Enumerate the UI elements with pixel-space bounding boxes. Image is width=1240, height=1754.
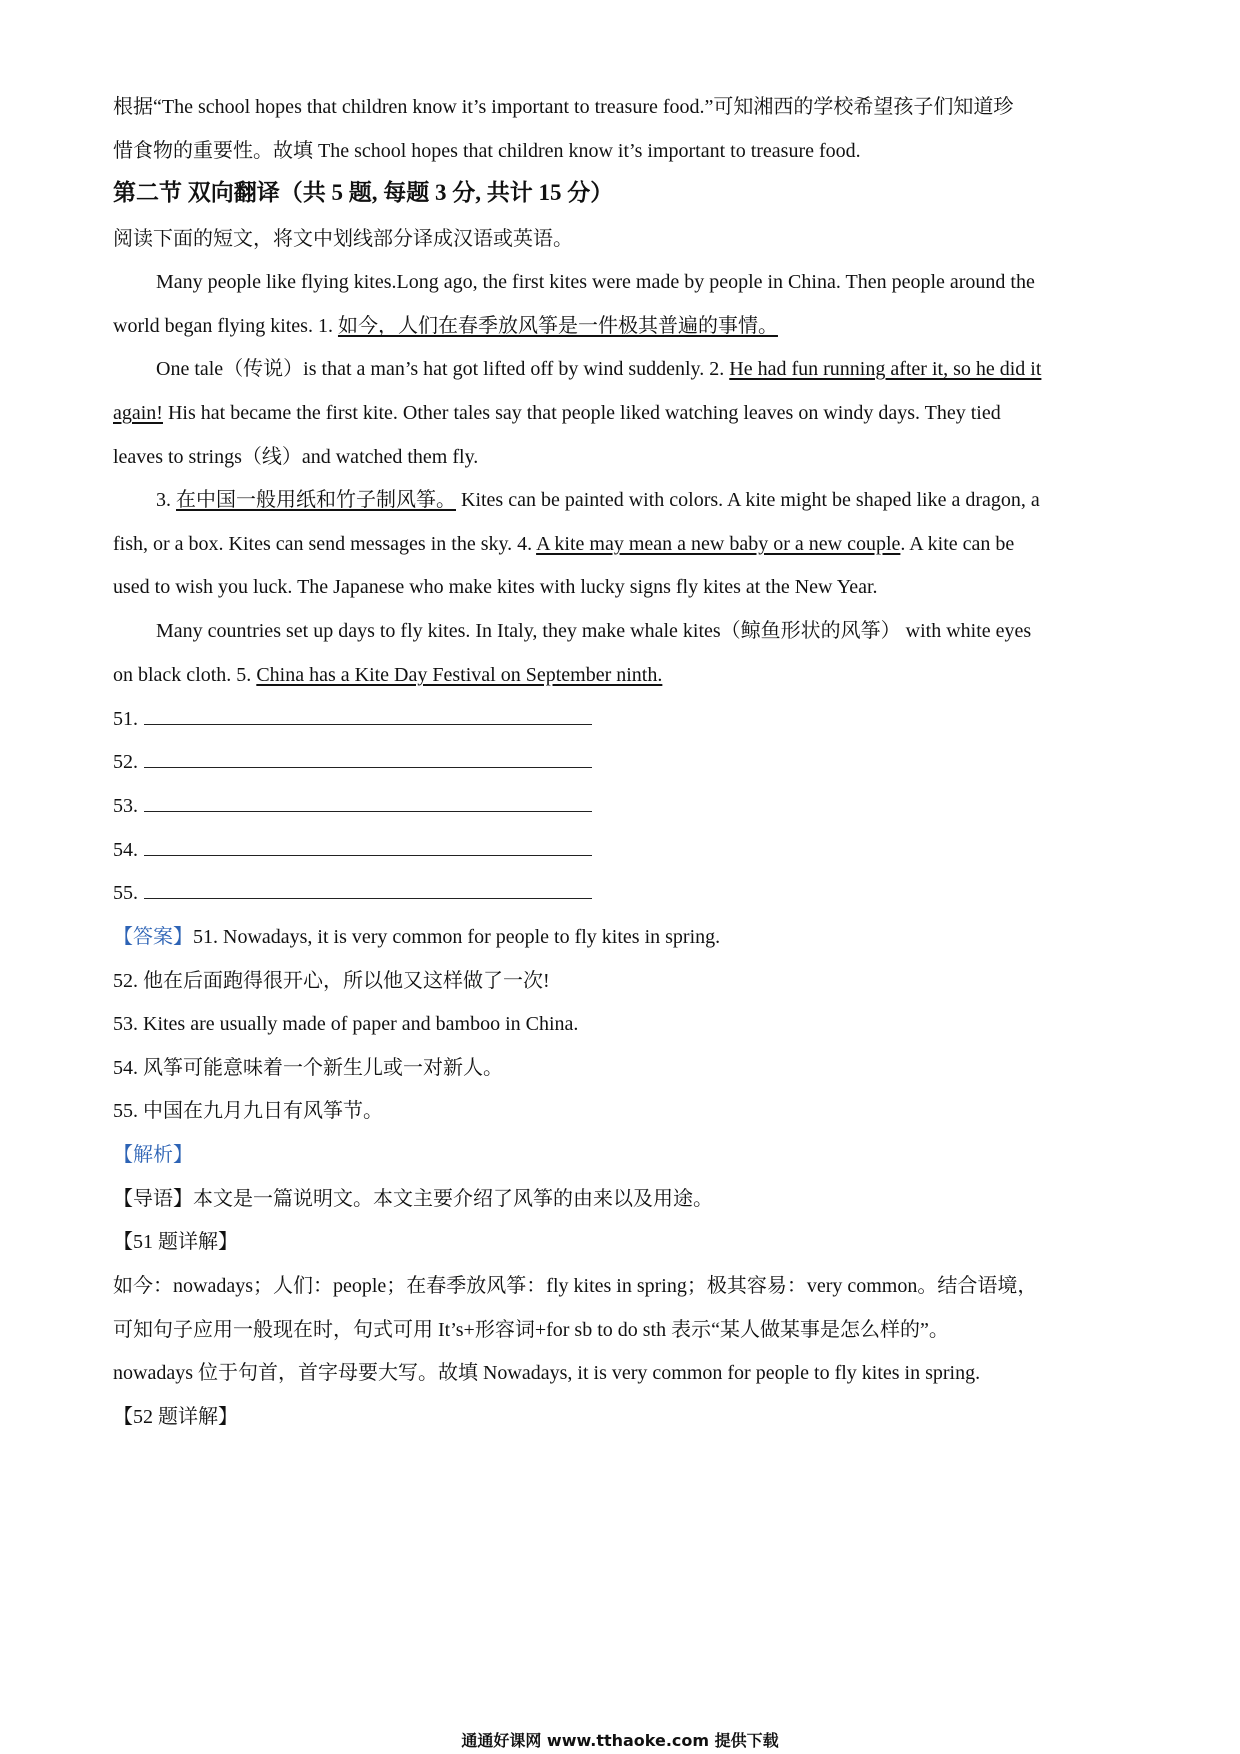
underlined-sentence-5: China has a Kite Day Festival on September ninth. [256, 664, 663, 686]
detail-heading-51: 【51 题详解】 [113, 1231, 238, 1253]
underlined-sentence-4: A kite may mean a new baby or a new couple [536, 533, 901, 555]
blank-number: 53. [113, 795, 138, 817]
answer-blank[interactable] [144, 880, 592, 899]
answer-line [113, 923, 1133, 951]
analysis-tag-line [113, 1141, 1133, 1169]
passage-text: world began flying kites. 1. [113, 315, 338, 337]
analysis-line [113, 1272, 1133, 1300]
passage-line [113, 399, 1133, 427]
analysis-line [113, 1359, 1133, 1387]
underlined-sentence-1: 如今，人们在春季放风筝是一件极其普遍的事情。 [337, 315, 778, 337]
blank-number: 52. [113, 751, 138, 773]
passage-text: 3. [156, 489, 176, 511]
analysis-line [113, 1185, 1133, 1213]
analysis-line [113, 1403, 1133, 1431]
analysis-tag: 【解析】 [113, 1144, 193, 1166]
passage-line [113, 661, 1133, 689]
answer-blank-line [113, 748, 1133, 776]
passage-line [113, 312, 1133, 340]
passage-text: Many people like flying kites.Long ago, the first kites were made by people in China. Then people around the [156, 271, 1035, 293]
analysis-intro: 【导语】本文是一篇说明文。本文主要介绍了风筝的由来以及用途。 [113, 1188, 713, 1210]
analysis-line [113, 1316, 1133, 1344]
underlined-sentence-3: 在中国一般用纸和竹子制风筝。 [176, 489, 456, 511]
passage-text: on black cloth. 5. [113, 664, 257, 686]
answer-line [113, 1010, 1133, 1038]
passage-line [113, 573, 1133, 601]
answer-blank-line [113, 792, 1133, 820]
passage-line [156, 355, 1176, 383]
passage-text: . A kite can be [900, 533, 1015, 555]
passage-text: fish, or a box. Kites can send messages in the sky. 4. [113, 533, 537, 555]
passage-text: His hat became the first kite. Other tales say that people liked watching leaves on windy days. They tied [162, 402, 1001, 424]
answer-blank[interactable] [144, 749, 592, 768]
passage-line [156, 486, 1176, 514]
answer-text: 54. 风筝可能意味着一个新生儿或一对新人。 [113, 1057, 503, 1079]
answer-text: 51. Nowadays, it is very common for people to fly kites in spring. [193, 926, 721, 948]
answer-blank[interactable] [144, 793, 592, 812]
answer-blank-line [113, 836, 1133, 864]
answer-line [113, 1097, 1133, 1125]
answer-line [113, 967, 1133, 995]
text-line [113, 137, 1133, 165]
passage-line [156, 617, 1176, 645]
passage-line [113, 530, 1133, 558]
underlined-sentence-2-end: again! [113, 402, 163, 424]
answer-blank[interactable] [144, 706, 592, 725]
section-heading-text: 第二节 双向翻译（共 5 题, 每题 3 分, 共计 15 分） [113, 180, 614, 205]
passage-line [156, 268, 1176, 296]
analysis-text: 可知句子应用一般现在时，句式可用 It’s+形容词+for sb to do sth 表示“某人做某事是怎么样的”。 [113, 1319, 949, 1341]
answer-tag: 【答案】 [113, 926, 193, 948]
answer-text: 53. Kites are usually made of paper and bamboo in China. [113, 1013, 579, 1035]
passage-line [113, 443, 1133, 471]
paragraph-text: 惜食物的重要性。故填 The school hopes that children know it’s important to treasure food. [113, 140, 861, 162]
answer-blank[interactable] [144, 837, 592, 856]
answer-blank-line [113, 879, 1133, 907]
analysis-text: nowadays 位于句首，首字母要大写。故填 Nowadays, it is very common for people to fly kites in spring. [113, 1362, 981, 1384]
blank-number: 55. [113, 882, 138, 904]
section-heading [113, 179, 1133, 207]
footer-text: 通通好课网 www.tthaoke.com 提供下载 [461, 1731, 779, 1750]
analysis-line [113, 1228, 1133, 1256]
detail-heading-52: 【52 题详解】 [113, 1406, 238, 1428]
underlined-sentence-2: He had fun running after it, so he did it [729, 358, 1042, 380]
answer-line [113, 1054, 1133, 1082]
paragraph-text: 根据“The school hopes that children know it’s important to treasure food.”可知湘西的学校希望孩子们知道珍 [113, 96, 1014, 118]
page-footer [0, 1728, 1240, 1751]
passage-text: leaves to strings（线）and watched them fly. [113, 446, 479, 468]
answer-text: 52. 他在后面跑得很开心，所以他又这样做了一次! [113, 970, 550, 992]
answer-blank-line [113, 705, 1133, 733]
passage-text: One tale（传说）is that a man’s hat got lifted off by wind suddenly. 2. [156, 358, 730, 380]
instruction-text: 阅读下面的短文，将文中划线部分译成汉语或英语。 [113, 228, 573, 250]
text-line [113, 93, 1133, 121]
analysis-text: 如今：nowadays；人们：people；在春季放风筝：fly kites in spring；极其容易：very common。结合语境， [113, 1275, 1038, 1297]
passage-text: Kites can be painted with colors. A kite might be shaped like a dragon, a [456, 489, 1040, 511]
passage-text: Many countries set up days to fly kites. In Italy, they make whale kites（鲸鱼形状的风筝） with white eyes [156, 620, 1032, 642]
passage-text: used to wish you luck. The Japanese who make kites with lucky signs fly kites at the New Year. [113, 576, 878, 598]
blank-number: 54. [113, 839, 138, 861]
answer-text: 55. 中国在九月九日有风筝节。 [113, 1100, 383, 1122]
blank-number: 51. [113, 708, 138, 730]
instruction-line [113, 225, 1133, 253]
